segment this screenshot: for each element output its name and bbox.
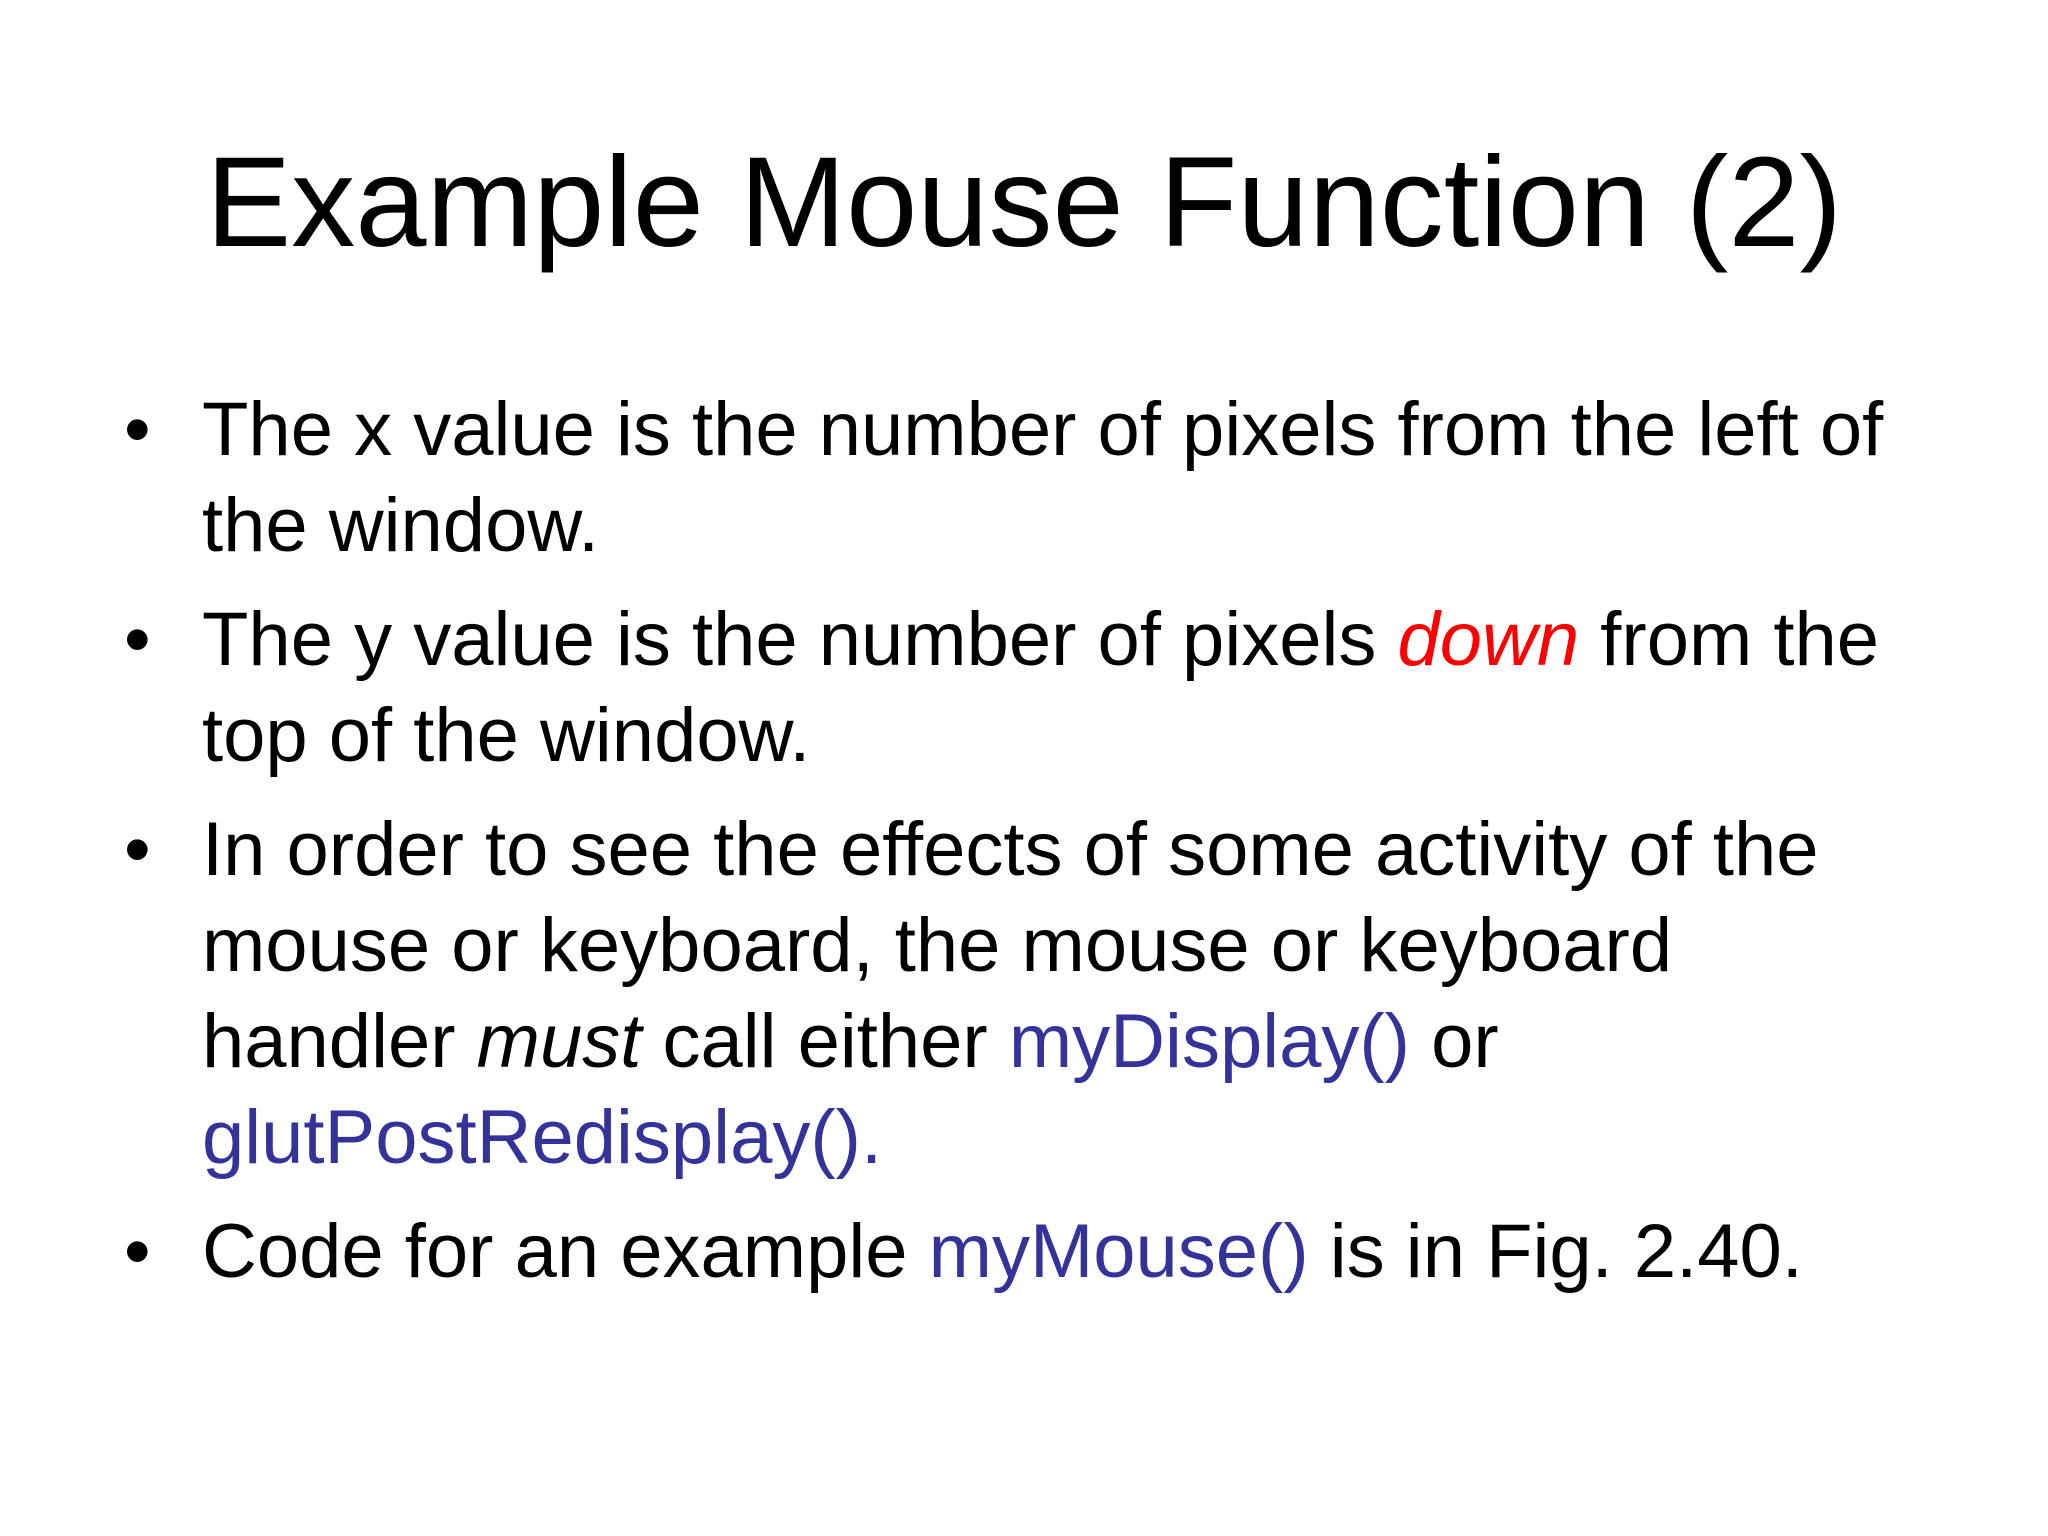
code-glutpostredisplay: glutPostRedisplay(). — [202, 1095, 883, 1180]
bullet-item-y-value — [124, 592, 1944, 784]
emphasis-must: must — [476, 999, 642, 1084]
bullet-text: In order to see the effects of some activity of the mouse or keyboard, the mouse or keyboard handler — [202, 807, 1819, 1084]
bullet-text: Code for an example — [202, 1209, 929, 1294]
bullet-icon: • — [124, 1209, 151, 1294]
code-mydisplay: myDisplay() — [1008, 999, 1410, 1084]
bullet-text-continued: from the top of the window. — [202, 597, 1880, 778]
bullet-list — [124, 382, 1944, 1318]
bullet-text-or: or — [1409, 999, 1499, 1084]
bullet-item-handler — [124, 802, 1944, 1186]
bullet-icon: • — [124, 387, 151, 472]
bullet-item-x-value — [124, 382, 1944, 574]
bullet-icon: • — [124, 597, 151, 682]
bullet-icon: • — [124, 807, 151, 892]
slide-title: Example Mouse Function (2) — [205, 131, 1843, 274]
bullet-text-continued: is in Fig. 2.40. — [1308, 1209, 1803, 1294]
bullet-text-continued: call either — [641, 999, 1009, 1084]
bullet-text: The y value is the number of pixels — [202, 597, 1398, 682]
bullet-text: The x value is the number of pixels from the left of the window. — [202, 387, 1884, 568]
bullet-item-code-fig — [124, 1204, 1944, 1300]
emphasis-down: down — [1397, 597, 1580, 682]
code-mymouse: myMouse() — [928, 1209, 1309, 1294]
